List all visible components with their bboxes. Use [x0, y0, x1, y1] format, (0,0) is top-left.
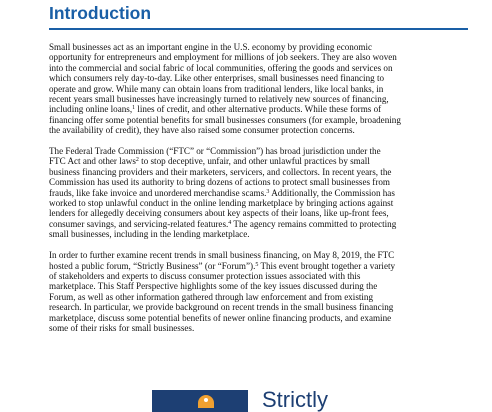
- text-fragment: Additionally, the Commission has: [269, 187, 395, 198]
- text-line: lenders for allegedly deceiving consumers about key aspects of their loans, like up-front fees,: [49, 208, 389, 219]
- text-line: Small businesses act as an important engine in the U.S. economy by providing economic: [49, 42, 373, 52]
- text-fragment: The agency remains committed to protecting: [231, 218, 397, 229]
- text-line: opportunity for entrepreneurs and employment for millions of job seekers. They are also woven: [49, 52, 397, 63]
- text-fragment: consumer savings, and servicing-related features.: [49, 218, 229, 229]
- text-line: worked to stop unlawful conduct in the online lending marketplace by bringing actions against: [49, 198, 394, 209]
- text-line: Forum, as well as other information gathered through law enforcement and from existing: [49, 291, 374, 302]
- footnote-ref-3[interactable]: 3: [266, 188, 270, 195]
- text-fragment: including online loans,: [49, 104, 133, 115]
- text-fragment: to stop deceptive, unfair, and other unlawful practices by small: [138, 156, 370, 167]
- text-fragment: frauds, like fake invoice and unordered merchandise scams.: [49, 187, 267, 198]
- text-fragment: FTC Act and other laws: [49, 156, 136, 167]
- text-line: [49, 156, 449, 166]
- text-line: research. In particular, we provide background on recent trends in the small business financing: [49, 302, 394, 313]
- paragraph-1: [49, 42, 449, 136]
- text-line: of stakeholders and experts to discuss consumer protection issues associated with this: [49, 270, 361, 281]
- text-line: In order to further examine recent trends in small business financing, on May 8, 2019, the FTC: [49, 250, 395, 261]
- text-line: small businesses, including in the lending marketplace.: [49, 229, 250, 240]
- text-line: Commission has used its authority to bring dozens of actions to protect small businesses from: [49, 177, 390, 188]
- footnote-ref-2[interactable]: 2: [135, 157, 139, 164]
- paragraph-2: [49, 146, 449, 240]
- logo-badge-dot: [204, 398, 208, 402]
- text-line: which consumers rely day-to-day. Like other enterprises, small businesses need financing to: [49, 73, 385, 84]
- text-line: operate and grow. While many can obtain loans from traditional lenders, like local banks, in: [49, 83, 384, 94]
- text-fragment: lines of credit, and other alternative products. While these forms of: [135, 104, 382, 115]
- heading-rule: [49, 28, 468, 30]
- footnote-ref-5[interactable]: 5: [255, 261, 259, 268]
- text-line: marketplace, discuss some potential benefits of newer online financing products, and examine: [49, 312, 392, 323]
- text-line: [49, 219, 449, 229]
- text-line: marketplace. This Staff Perspective highlights some of the key issues discussed during the: [49, 281, 378, 292]
- text-line: business financing providers and their marketers, servicers, and collectors. In recent years, the: [49, 166, 392, 177]
- footnote-ref-4[interactable]: 4: [228, 219, 232, 226]
- paragraph-3: [49, 250, 449, 333]
- text-line: recent years small businesses have increasingly turned to relatively new sources of financing,: [49, 94, 389, 105]
- text-line: [49, 188, 449, 198]
- text-line: some of their risks for small businesses.: [49, 322, 195, 333]
- text-fragment: This event brought together a variety: [258, 260, 396, 271]
- text-line: The Federal Trade Commission (“FTC” or “Commission”) has broad jurisdiction under the: [49, 146, 381, 157]
- text-fragment: hosted a public forum, “Strictly Business” (or “Forum”).: [49, 260, 256, 271]
- event-logo-text: Strictly: [262, 387, 328, 412]
- footnote-ref-1[interactable]: 1: [132, 105, 136, 112]
- text-line: into the commercial and social fabric of local communities, offering the goods and services on: [49, 62, 393, 73]
- text-line: the availability of credit), they have also raised some consumer protection concerns.: [49, 125, 355, 136]
- text-line: [49, 104, 449, 114]
- text-line: [49, 261, 449, 271]
- section-heading: Introduction: [49, 3, 152, 23]
- article-body: [49, 42, 449, 344]
- text-line: financing offer some potential benefits for small businesses consumers (for example, broadening: [49, 114, 401, 125]
